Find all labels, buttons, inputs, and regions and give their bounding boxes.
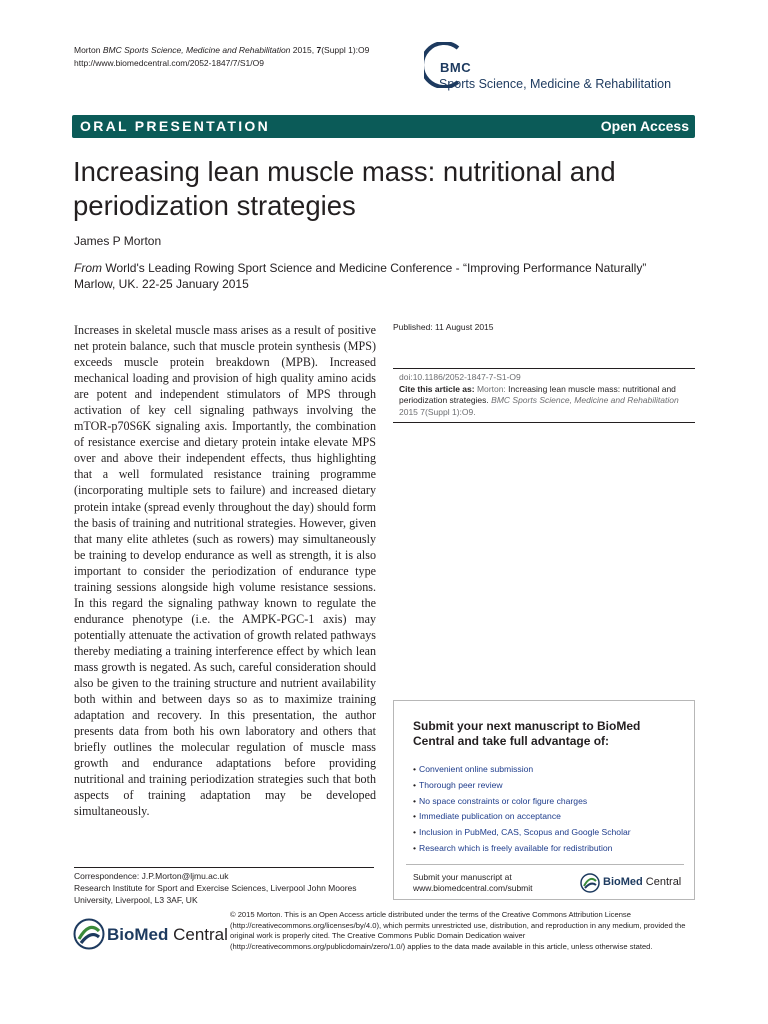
logo-med: Med xyxy=(620,876,643,888)
footer-logo-central: Central xyxy=(168,925,228,944)
correspondence-affiliation: Research Institute for Sport and Exercise Sciences, Liverpool John Moores University, Liverpool, L3 3AF, UK xyxy=(74,883,357,905)
conference-location: Marlow, UK. 22-25 January 2015 xyxy=(74,277,249,291)
conference-name: World's Leading Rowing Sport Science and Medicine Conference - “Improving Performance Naturally” xyxy=(105,261,647,275)
license-text: © 2015 Morton. This is an Open Access article distributed under the terms of the Creative Commons Attribution License (http://creativecommons.org/licenses/by/4.0), which permits unrestricted use, distribution, and reproduction in any medium, provided the original work is properly cited. The Creative Commons Public Domain Dedication waiver (http://creativecommons.org/publicdomain/zero/1.0/) applies to the data made available in this article, unless otherwise stated. xyxy=(230,910,686,951)
article-author: James P Morton xyxy=(74,234,162,248)
benefits-list xyxy=(413,764,631,859)
list-item[interactable]: • Convenient online submission xyxy=(413,764,534,774)
list-item[interactable]: • Thorough peer review xyxy=(413,779,503,790)
submit-divider xyxy=(406,864,684,865)
logo-central: Central xyxy=(642,876,682,888)
logo-journal: Sports Science, Medicine & Rehabilitation xyxy=(439,77,672,91)
cite-label: Cite this article as: xyxy=(399,383,475,394)
cite-year: 2015 xyxy=(399,406,418,417)
cite-journal: BMC Sports Science, Medicine and Rehabilitation xyxy=(491,395,679,405)
header-issue: (Suppl 1):O9 xyxy=(321,45,370,55)
biomed-central-swoosh-icon xyxy=(73,918,105,950)
footer-logo-med: Med xyxy=(134,925,169,944)
conference-info xyxy=(74,260,699,292)
biomed-central-logo xyxy=(73,918,228,952)
bullet-icon: • xyxy=(413,764,417,774)
submit-manuscript-box xyxy=(393,700,695,900)
cite-issue: (Suppl 1):O9. xyxy=(425,406,476,417)
header-author: Morton xyxy=(74,45,101,55)
logo-abbr: BMC xyxy=(440,60,472,75)
footer-logo-bio: Bio xyxy=(107,925,135,944)
bullet-icon: • xyxy=(413,811,417,822)
journal-logo xyxy=(424,42,704,98)
correspondence-divider xyxy=(74,867,374,868)
article-title: Increasing lean muscle mass: nutritional and periodization strategies xyxy=(73,156,616,221)
doi[interactable]: doi:10.1186/2052-1847-7-S1-O9 xyxy=(399,372,521,382)
bullet-icon: • xyxy=(413,779,417,790)
cite-volume: 7 xyxy=(420,406,426,417)
biomed-central-swoosh-icon xyxy=(580,873,600,893)
header-volume: 7 xyxy=(316,45,322,55)
submit-line: Submit your manuscript at xyxy=(413,872,512,882)
submit-heading: Submit your next manuscript to BioMed Central and take full advantage of: xyxy=(413,719,641,748)
logo-bio: Bio xyxy=(603,876,621,888)
list-item[interactable]: • Immediate publication on acceptance xyxy=(413,811,561,822)
from-label: From xyxy=(74,261,102,275)
open-access-label: Open Access xyxy=(600,118,689,134)
abstract-text: Increases in skeletal muscle mass arises as a result of positive net protein balance, such that muscle protein synthesis (MPS) exceeds muscle protein breakdown (MPB). Increased mechanical loading and provision of high quality amino acids are potent and independent stimulators of MPS through activation of key cell signaling pathways involving the mTOR-p70S6K signaling axis. Importantly, the combination of resistance exercise and dietary protein intake elevate MPS over and above their independent effects, thus highlighting that a well formulated resistance training programme (incorporating multiple sets to failure) and increased dietary protein intake (spread evenly throughout the day) should form the basis of training and nutritional strategies. However, given that many elite athletes (such as rowers) may simultaneously be training to develop endurance as well as strength, it is also important to consider the periodization of endurance type training sessions alongside high volume resistance sessions. In this regard the signaling pathway known to regulate the endurance phenotype (i.e. the AMPK-PGC-1 axis) may potentially attenuate the activation of growth related pathways thereby mediating a training interference effect by which lean mass growth is negated. As such, careful consideration should also be given to the training structure and nutrient availability both within and between days so as to maximize training adaptation and recovery. In this presentation, the author presents data from both his own laboratory and others that briefly outlines the molecular regulation of muscle mass growth and endurance adaptations before providing nutritional and training periodization strategies such that both aspects of training adaptation may be developed simultaneously. xyxy=(74,323,376,819)
bullet-icon: • xyxy=(413,842,417,853)
header-url[interactable]: http://www.biomedcentral.com/2052-1847/7/S1/O9 xyxy=(74,58,264,68)
bullet-icon: • xyxy=(413,795,417,806)
article-type: ORAL PRESENTATION xyxy=(80,118,270,134)
citation-box xyxy=(393,368,695,423)
list-item[interactable]: • No space constraints or color figure charges xyxy=(413,795,588,806)
header-year: 2015, xyxy=(292,45,315,55)
cite-title: Increasing lean muscle mass: nutritional and periodization strategies. xyxy=(399,383,676,405)
header-journal: BMC Sports Science, Medicine and Rehabilitation xyxy=(102,45,291,55)
submit-url[interactable]: www.biomedcentral.com/submit xyxy=(413,883,533,893)
cite-author: Morton: xyxy=(476,383,506,394)
list-item[interactable]: • Inclusion in PubMed, CAS, Scopus and Google Scholar xyxy=(413,827,631,838)
header-citation xyxy=(74,44,369,70)
published-date: Published: 11 August 2015 xyxy=(393,322,494,332)
bullet-icon: • xyxy=(413,827,417,838)
correspondence-email[interactable]: J.P.Morton@ljmu.ac.uk xyxy=(141,871,229,881)
correspondence xyxy=(74,870,384,906)
correspondence-label: Correspondence: xyxy=(74,871,140,881)
submit-link-text xyxy=(413,872,533,894)
list-item[interactable]: • Research which is freely available for redistribution xyxy=(413,842,613,853)
biomed-central-small-logo xyxy=(580,873,680,893)
article-type-banner xyxy=(72,115,695,138)
